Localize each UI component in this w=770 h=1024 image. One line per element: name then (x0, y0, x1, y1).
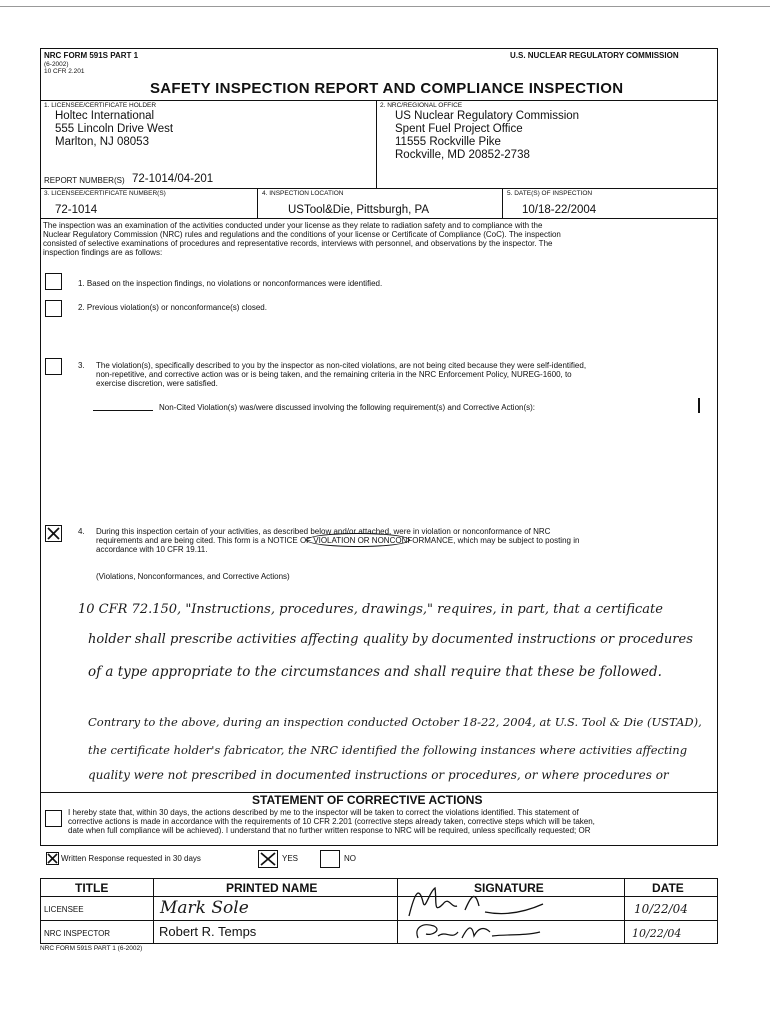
item2-checkbox[interactable] (45, 300, 62, 317)
signature-table-frame (40, 878, 718, 944)
corrective-header: STATEMENT OF CORRECTIVE ACTIONS (252, 793, 483, 807)
yes-checkbox[interactable] (258, 850, 278, 868)
item4-line3: accordance with 10 CFR 19.11. (96, 545, 208, 554)
licensee-address2: Marlton, NJ 08053 (55, 136, 149, 148)
handwritten-line6: quality were not prescribed in documented instructions or procedures, or where procedures or (88, 768, 669, 782)
corrective-line1: I hereby state that, within 30 days, the actions described by me to the inspector will be taken to correct the violations identified. This statement of (68, 808, 579, 817)
col-signature-header: SIGNATURE (474, 881, 544, 895)
inspector-title: NRC INSPECTOR (44, 929, 111, 938)
noncited-text: Non-Cited Violation(s) was/were discussed involving the following requirement(s) and Corrective Action(s): (159, 403, 536, 412)
intro-line4: inspection findings are as follows: (43, 248, 163, 257)
item1-text: 1. Based on the inspection findings, no violations or nonconformances were identified. (78, 279, 383, 288)
intro-line1: The inspection was an examination of the activities conducted under your license as they relate to radiation safety and to compliance with the (43, 221, 543, 230)
item4-subheading: (Violations, Nonconformances, and Corrective Actions) (96, 572, 290, 581)
licensee-title: LICENSEE (44, 905, 84, 914)
intro-line2: Nuclear Regulatory Commission (NRC) rules and regulations and the conditions of your license or Certificate of Compliance (CoC). The inspection (43, 230, 561, 239)
item4-line2: requirements and are being cited. This form is a NOTICE OF VIOLATION OR NONCONFORMANCE, which may be subject to posting in (96, 536, 580, 545)
license-number: 72-1014 (55, 204, 98, 216)
no-checkbox[interactable] (320, 850, 340, 868)
location-label: 4. INSPECTION LOCATION (262, 190, 344, 197)
item3-line2: non-repetitive, and corrective action was or is being taken, and the remaining criteria in the NRC Enforcement Policy, NUREG-1600, to (96, 370, 572, 379)
noncited-blank (93, 410, 153, 411)
office-line1: US Nuclear Regulatory Commission (395, 110, 580, 122)
report-number: 72-1014/04-201 (132, 173, 214, 185)
office-label: 2. NRC/REGIONAL OFFICE (380, 102, 463, 109)
inspector-printed-name: Robert R. Temps (159, 924, 257, 939)
licensee-name: Holtec International (55, 110, 155, 122)
handwritten-line4: Contrary to the above, during an inspection conducted October 18-22, 2004, at U.S. Tool & Die (USTAD), (88, 715, 702, 729)
text-cursor-mark (698, 398, 700, 413)
item4-checkbox[interactable] (45, 525, 62, 542)
item4-number: 4. (78, 527, 85, 536)
checkmark-x-icon (46, 526, 61, 541)
office-line3: 11555 Rockville Pike (395, 136, 501, 148)
written-response-checkbox[interactable] (46, 852, 59, 865)
intro-line3: consisted of selective examinations of procedures and representative records, interviews with personnel, and observations by the inspector. The (43, 239, 553, 248)
top-rule (0, 6, 770, 7)
inspection-dates: 10/18-22/2004 (522, 204, 597, 216)
inspection-location: USTool&Die, Pittsburgh, PA (288, 204, 430, 216)
report-number-label: REPORT NUMBER(S) (44, 176, 125, 185)
licensee-label: 1. LICENSEE/CERTIFICATE HOLDER (44, 102, 157, 109)
office-line2: Spent Fuel Project Office (395, 123, 523, 135)
corrective-checkbox[interactable] (45, 810, 62, 827)
checkmark-x-icon (47, 853, 58, 864)
col-title-header: TITLE (75, 881, 109, 895)
item4-line1: During this inspection certain of your activities, as described below and/or attached, were in violation or nonconformance of NRC (96, 527, 551, 536)
yes-label: YES (282, 854, 299, 863)
licensee-signature (405, 882, 555, 920)
item3-line1: The violation(s), specifically described to you by the inspector as non-cited violations, are not being cited because they were self-identified, (96, 361, 587, 370)
handwritten-line1: 10 CFR 72.150, "Instructions, procedures, drawings," requires, in part, that a certificate (78, 602, 663, 617)
item3-number: 3. (78, 361, 85, 370)
inspector-signature (412, 920, 552, 944)
form-id: NRC FORM 591S PART 1 (44, 51, 139, 60)
corrective-line2: corrective actions is made in accordance with the requirements of 10 CFR 2.201 (corrective steps already taken, corrective steps which will be taken, (68, 817, 595, 826)
office-line4: Rockville, MD 20852-2738 (395, 149, 530, 161)
licensee-date: 10/22/04 (634, 902, 688, 916)
licensee-printed-name: Mark Sole (160, 898, 249, 918)
corrective-line3: date when full compliance will be achieved). I understand that no further written response to NRC will be required, unless specifically requested; OR (68, 826, 591, 835)
item3-checkbox[interactable] (45, 358, 62, 375)
licensee-address1: 555 Lincoln Drive West (55, 123, 174, 135)
inspector-date: 10/22/04 (632, 927, 682, 940)
written-response-label: Written Response requested in 30 days (61, 854, 201, 863)
form-footer: NRC FORM 591S PART 1 (6-2002) (40, 945, 143, 952)
agency-name: U.S. NUCLEAR REGULATORY COMMISSION (510, 51, 679, 60)
notice-of-violation-circle (306, 533, 410, 547)
handwritten-line2: holder shall prescribe activities affecting quality by documented instructions or procedures (88, 632, 693, 647)
form-title: SAFETY INSPECTION REPORT AND COMPLIANCE INSPECTION (150, 80, 624, 97)
cfr-reference: 10 CFR 2.201 (44, 68, 85, 75)
no-label: NO (344, 854, 356, 863)
col-date-header: DATE (652, 881, 684, 895)
checkmark-x-icon (259, 851, 277, 867)
col-name-header: PRINTED NAME (226, 881, 318, 895)
item3-line3: exercise discretion, were satisfied. (96, 379, 218, 388)
handwritten-line5: the certificate holder's fabricator, the NRC identified the following instances where activities affecting (88, 743, 688, 757)
form-date: (6-2002) (44, 61, 69, 68)
license-number-label: 3. LICENSEE/CERTIFICATE NUMBER(S) (44, 190, 166, 197)
dates-label: 5. DATE(S) OF INSPECTION (507, 190, 593, 197)
item1-checkbox[interactable] (45, 273, 62, 290)
item2-text: 2. Previous violation(s) or nonconformance(s) closed. (78, 303, 267, 312)
handwritten-line3: of a type appropriate to the circumstances and shall require that these be followed. (88, 664, 662, 680)
